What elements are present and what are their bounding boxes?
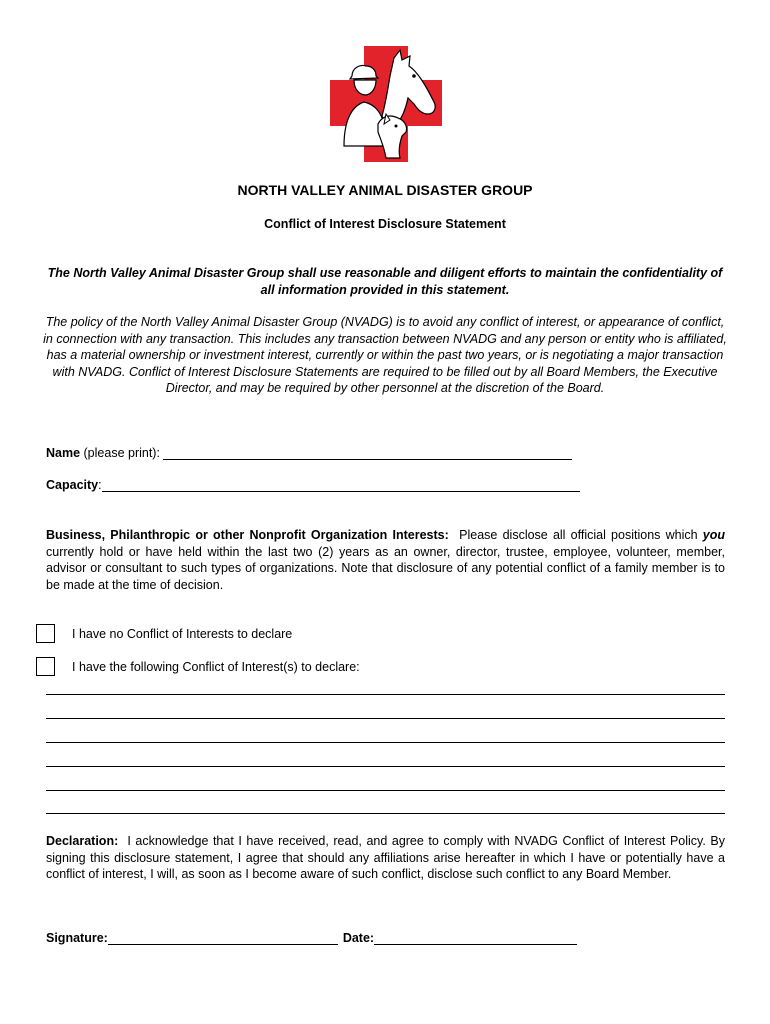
name-hint: (please print): bbox=[80, 446, 160, 460]
capacity-label: Capacity bbox=[46, 478, 99, 492]
has-conflict-label: I have the following Conflict of Interest(s) to declare: bbox=[72, 659, 360, 674]
interests-heading: Business, Philanthropic or other Nonprofit Organization Interests: bbox=[46, 528, 449, 542]
declaration-text: I acknowledge that I have received, read, and agree to comply with NVADG Conflict of Interest Policy. By signing this disclosure statement, I agree that should any affiliations arise hereafter in which I have or potentially have a conflict of interest, I will, as soon as I become aware of such conflict, disclose such conflict to any Board Member. bbox=[46, 834, 729, 881]
declaration-paragraph bbox=[46, 833, 729, 883]
conflict-entry-line[interactable] bbox=[46, 718, 725, 719]
date-line[interactable] bbox=[374, 930, 577, 945]
interests-emphasis: you bbox=[702, 528, 725, 542]
has-conflict-checkbox[interactable] bbox=[36, 657, 55, 676]
signature-row bbox=[46, 930, 577, 945]
signature-label: Signature: bbox=[46, 931, 108, 945]
option-has-conflict bbox=[36, 657, 360, 676]
declaration-heading: Declaration: bbox=[46, 834, 119, 848]
conflict-entry-line[interactable] bbox=[46, 694, 725, 695]
name-label: Name bbox=[46, 446, 81, 460]
no-conflict-checkbox[interactable] bbox=[36, 624, 55, 643]
signature-line[interactable] bbox=[108, 930, 338, 945]
interests-paragraph bbox=[46, 527, 725, 593]
name-input-line[interactable] bbox=[163, 445, 572, 460]
confidentiality-note: The North Valley Animal Disaster Group shall use reasonable and diligent efforts to maintain the confidentiality of all information provided in this statement. bbox=[47, 266, 723, 297]
capacity-colon: : bbox=[98, 478, 102, 492]
name-field-row bbox=[46, 445, 572, 460]
interests-text-after: currently hold or have held within the last two (2) years as an owner, director, trustee, employee, volunteer, member, advisor or consultant to such types of organizations. Note that disclosure of any potential conflict of a family member is to be made at the time of decision. bbox=[46, 544, 725, 592]
policy-statement: The policy of the North Valley Animal Disaster Group (NVADG) is to avoid any conflict of interest, or appearance of conflict, in connection with any transaction. This includes any transaction between NVADG and any person or entity who is affiliated, has a material ownership or investment interest, currently or within the past two years, or is negotiating a major transaction with NVADG. Conflict of Interest Disclosure Statements are required to be filled out by all Board Members, the Executive Director, and may be required by other personnel at the discretion of the Board. bbox=[43, 315, 727, 395]
interests-text-before: Please disclose all official positions which bbox=[448, 528, 703, 542]
conflict-entry-line[interactable] bbox=[46, 790, 725, 791]
conflict-entry-line[interactable] bbox=[46, 813, 725, 814]
conflict-entry-line[interactable] bbox=[46, 766, 725, 767]
date-label: Date: bbox=[342, 931, 375, 945]
capacity-input-line[interactable] bbox=[102, 477, 580, 492]
conflict-entry-line[interactable] bbox=[46, 742, 725, 743]
no-conflict-label: I have no Conflict of Interests to declare bbox=[72, 626, 293, 641]
capacity-field-row bbox=[46, 477, 580, 492]
org-name-heading: NORTH VALLEY ANIMAL DISASTER GROUP bbox=[237, 182, 533, 198]
document-title: Conflict of Interest Disclosure Statement bbox=[264, 217, 506, 231]
nvadg-logo-icon bbox=[330, 46, 442, 162]
option-no-conflict bbox=[36, 624, 292, 643]
